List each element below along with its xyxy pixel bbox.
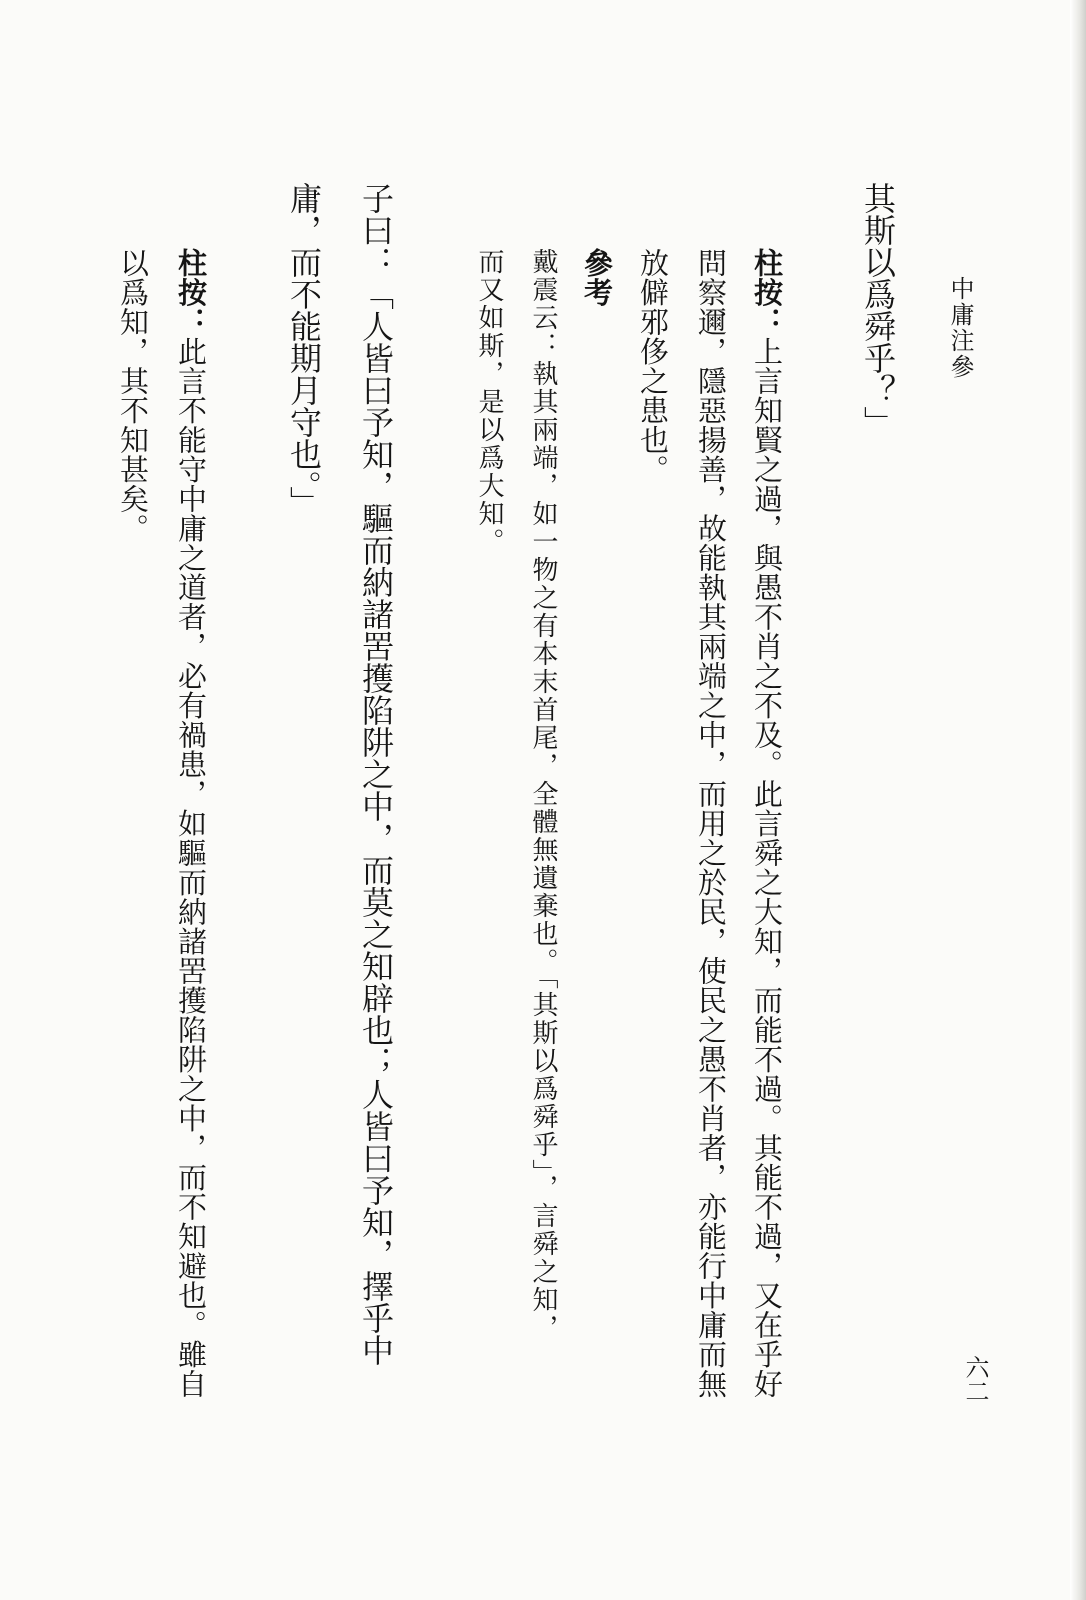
commentary-2-label: 柱按： bbox=[174, 248, 208, 337]
reference-line-1: 戴震云：執其兩端，如一物之有本末首尾，全體無遺棄也。「其斯以爲舜乎」，言舜之知， bbox=[528, 248, 558, 1342]
commentary-1-text-1: 上言知賢之過，與愚不肖之不及。此言舜之大知，而能不過。其能不過，又在乎好 bbox=[750, 336, 784, 1399]
commentary-1-label: 柱按： bbox=[750, 248, 784, 337]
reference-line-2: 而又如斯，是以爲大知。 bbox=[474, 248, 504, 556]
running-header: 中庸注參 bbox=[946, 276, 974, 380]
commentary-2-text-1: 此言不能守中庸之道者，必有禍患，如驅而納諸罟擭陷阱之中，而不知避也。雖自 bbox=[174, 336, 208, 1399]
commentary-2-line-1 bbox=[174, 248, 208, 1399]
reference-heading: 參考 bbox=[580, 248, 614, 307]
classic-continuation: 其斯以爲舜乎？」 bbox=[859, 182, 897, 438]
commentary-2-line-2: 以爲知，其不知甚矣。 bbox=[116, 248, 150, 543]
commentary-1-line-1 bbox=[750, 248, 784, 1399]
commentary-1-line-3: 放僻邪侈之患也。 bbox=[636, 248, 670, 484]
page-edge-shadow bbox=[1070, 0, 1086, 1600]
page-number: 六二 bbox=[961, 1355, 989, 1403]
commentary-1-line-2: 問察邇，隱惡揚善，故能執其兩端之中，而用之於民，使民之愚不肖者，亦能行中庸而無 bbox=[694, 248, 728, 1399]
classic-7-line-2: 庸，而不能期月守也。」 bbox=[285, 182, 323, 518]
classic-7-line-1: 子曰：「人皆曰予知，驅而納諸罟擭陷阱之中，而莫之知辟也；人皆曰予知，擇乎中 bbox=[357, 182, 395, 1366]
